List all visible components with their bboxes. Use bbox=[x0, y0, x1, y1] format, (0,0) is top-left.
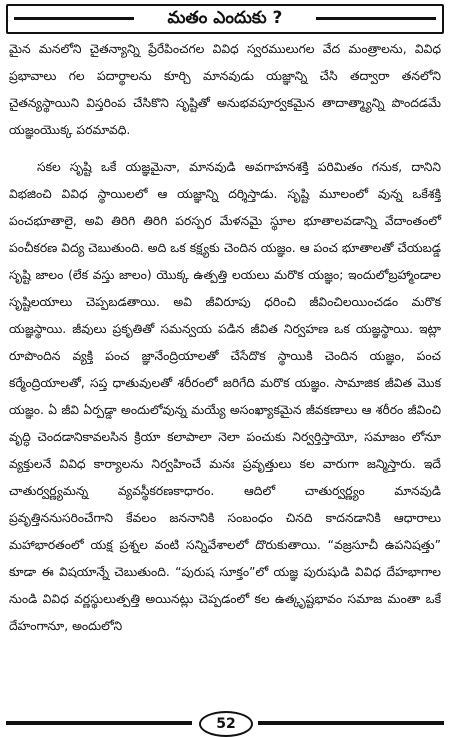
footer-rule-left bbox=[6, 721, 192, 725]
chapter-header bbox=[6, 4, 444, 34]
paragraph: సకల సృష్టి ఒకే యజ్ఞమైనా, మానవుడి అవగాహనశక్తి పరిమితం గనుక, దానిని విభజించి వివిధ స్థాయిలలో ఆ యజ్ఞాన్ని దర్శిస్తాడు. సృష్టి మూలంలో వున్న ఒకేశక్తి పంచభూతాలై, అవి తిరిగి తిరిగి పరస్పర మేళనమై స్థూల భూతాలవడాన్ని వేదాంతంలో పంచీకరణ విద్య చెబుతుంది. అది ఒక కక్ష్యకు చెందిన యజ్ఞం. ఆ పంచ భూతాలతో చేయబడ్డ సృష్టి జాలం (లేక వస్తు జాలం) యొక్క ఉత్పత్తి లయలు మరొక యజ్ఞం; ఇందులోబ్రహ్మాండాల సృష్టిలయాలు చెప్పబడతాయి. అవి జీవిరూపు ధరించి జీవించిలయించడం మరొక యజ్ఞస్థాయి. జీవులు ప్రకృతితో సమన్వయ పడిన జీవిత నిర్వహణ ఒక యజ్ఞస్థాయి. ఇట్లా రూపొందిన వ్యక్తి పంచ జ్ఞానేంద్రియాలతో చేసేదొక స్థాయికి చెందిన యజ్ఞం, పంచ కర్మేంద్రియాలతో, సప్త ధాతువులతో శరీరంలో జరిగేది మరొక యజ్ఞం. సామాజిక జీవిత మొక యజ్ఞం. ఏ జీవి ఏర్పడ్డా అందులోవున్న మయ్యే అసంఖ్యాకమైన జీవకణాలు ఆ శరీరం జీవించి వృద్ధి చెందడానికావలసిన క్రియా కలాపాలా నెలా పంచుకు నిర్వర్తిస్తాయో, సమాజం లోనూ వ్యక్తులనే వివిధ కార్యాలను నిర్వహించే మనః ప్రవృత్తులు కల వారుగా జన్మిస్తారు. ఇదే చాతుర్వర్ణ్యమన్న వ్యవస్థీకరణకాధారం. ఆదిలో చాతుర్వర్ణ్యం మానవుడి ప్రవృత్తిననుసరించేగాని కేవలం జననానికి సంబంధం చినది కాదనడానికి ఆధారాలు మహాభారతంలో యక్ష ప్రశ్నల వంటి సన్నివేశాలలో దొరుకుతాయి. “వజ్రసూచీ ఉపనిషత్తు” కూడా ఈ విషయాన్నే చెబుతుంది. “పురుష సూక్తం”లో యజ్ఞ పురుషుడి వివిధ దేహభాగాల నుండి వివిధ వర్ణస్థులుత్పత్తి అయినట్లు చెప్పడంలో కల ఉత్కృష్టభావం సమాజ మంతా ఒకే దేహంగానూ, అందులోని bbox=[9, 160, 441, 633]
page-footer bbox=[0, 710, 450, 736]
header-rule-right bbox=[316, 17, 436, 20]
footer-rule-right bbox=[258, 721, 444, 725]
chapter-title: మతం ఎందుకు ? bbox=[140, 7, 310, 29]
paragraph-continued: మైన మనలోని చైతన్యాన్ని ప్రేరేపించగల వివిధ స్వరములుగల వేద మంత్రాలను, వివిధ ప్రభావాలు గల పదార్థాలను కూర్చి మానవుడు యజ్ఞాన్ని చేసి తద్వారా తనలోని చైతన్యస్థాయిని విస్తరింప చేసికొని సృష్టితో అనుభవపూర్వకమైన తాదాత్మ్యాన్ని పొందడమే యజ్ఞంయొక్క పరమావధి. bbox=[9, 42, 441, 137]
page-body bbox=[9, 36, 441, 640]
page-number: 52 bbox=[199, 711, 253, 737]
header-rule-left bbox=[14, 17, 134, 20]
